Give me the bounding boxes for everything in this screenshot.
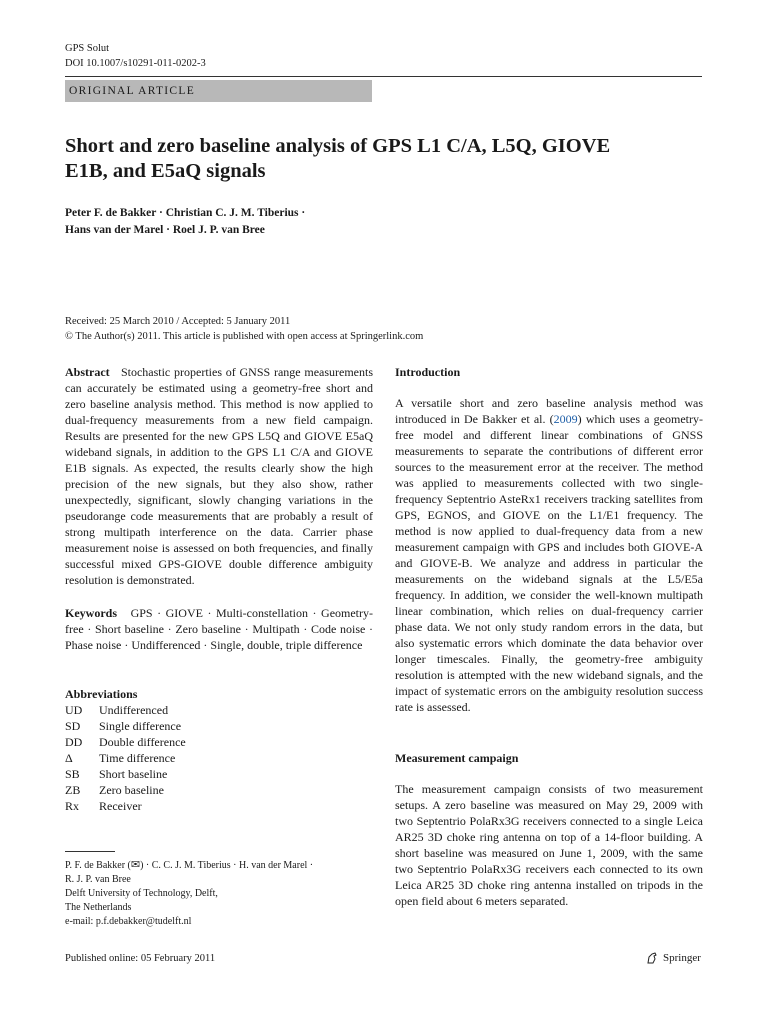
abbreviation-key: ZB — [65, 783, 81, 797]
keywords-label: Keywords — [65, 606, 117, 620]
article-type-banner: ORIGINAL ARTICLE — [65, 80, 372, 102]
keywords — [65, 605, 373, 653]
abbreviation-row — [65, 766, 186, 782]
title-line-2: E1B, and E5aQ signals — [65, 160, 266, 182]
abstract — [65, 364, 373, 588]
header-rule — [65, 76, 702, 77]
author-footnote — [65, 858, 375, 929]
abbreviation-key: SD — [65, 719, 81, 733]
abstract-label: Abstract — [65, 365, 110, 379]
paper-title — [65, 134, 705, 184]
abbreviation-meaning: Zero baseline — [99, 783, 164, 797]
abbreviation-row — [65, 734, 186, 750]
abbreviation-key: Δ — [65, 751, 73, 765]
footnote-authors: P. F. de Bakker (✉) · C. C. J. M. Tiberius · H. van der Marel · — [65, 859, 314, 871]
title-line-1: Short and zero baseline analysis of GPS L1 C/A, L5Q, GIOVE — [65, 135, 611, 157]
copyright-notice: © The Author(s) 2011. This article is published with open access at Springerlink.com — [65, 331, 424, 342]
citation-link[interactable]: 2009 — [553, 412, 578, 426]
keywords-text: GPS · GIOVE · Multi-constellation · Geometry-free · Short baseline · Zero baseline · Multipath · Code noise · Phase noise · Undifferenced · Single, double, triple difference — [65, 606, 374, 652]
abbreviation-meaning: Double difference — [99, 735, 186, 749]
abbreviations — [65, 686, 373, 814]
doi: DOI 10.1007/s10291-011-0202-3 — [65, 58, 206, 69]
affiliation-line-2: The Netherlands — [65, 902, 132, 913]
affiliation-line-1: Delft University of Technology, Delft, — [65, 888, 218, 899]
journal-header — [65, 41, 206, 71]
abstract-text: Stochastic properties of GNSS range measurements can accurately be estimated using a geometry-free short and zero baseline analysis method. This method is now applied to dual-frequency measurements from a new field campaign. Results are presented for the new GPS L5Q and GIOVE E5aQ wideband signals, in addition to the GPS L1 C/A and GIOVE E1B signals. As expected, the results clearly show the high precision of the new signals, but they also show, rather unexpectedly, significant, slowly changing variations in the pseudorange code measurements that are probably a result of strong multipath interference on the data. Carrier phase measurement noise is assessed on both frequencies, and finally successful mixed GPS-GIOVE double difference ambiguity resolution is demonstrated. — [65, 365, 373, 587]
springer-horse-icon — [645, 951, 659, 965]
abbreviations-heading: Abbreviations — [65, 687, 138, 701]
article-dates — [65, 314, 705, 344]
abbreviation-row — [65, 782, 186, 798]
abbreviation-row — [65, 798, 186, 814]
authors-line-1: Peter F. de Bakker · Christian C. J. M. Tiberius · — [65, 207, 306, 219]
email[interactable]: e-mail: p.f.debakker@tudelft.nl — [65, 916, 192, 927]
received-accepted: Received: 25 March 2010 / Accepted: 5 January 2011 — [65, 316, 291, 327]
abbreviation-meaning: Short baseline — [99, 767, 168, 781]
abbreviation-meaning: Time difference — [99, 751, 176, 765]
introduction-heading: Introduction — [395, 365, 461, 379]
measurement-campaign-text: The measurement campaign consists of two measurement setups. A zero baseline was measured on May 29, 2009 with two Septentrio PolaRx3G receivers connected to a single Leica AR25 3D choke ring antenna on top of a 14-floor building. A short baseline was measured on June 1, 2009, with the same two Septentrio PolaRx3G receivers each connected to its own Leica AR25 3D choke ring antenna installed on tripods in the open field about 6 meters separated. — [395, 782, 703, 908]
abbreviation-key: SB — [65, 767, 80, 781]
author-list — [65, 205, 705, 239]
abbreviation-key: DD — [65, 735, 83, 749]
introduction-text: A versatile short and zero baseline analysis method was introduced in De Bakker et al. (2009) which uses a geometry-free model and different linear combinations of GNSS measurements to separate the contributions of different error sources to the measurement error at the receiver. The method was applied to measurements collected with two single-frequency Septentrio AsteRx1 receivers tracking satellites from GPS, EGNOS, and GIOVE on the L1/E1 frequency. The method is now applied to dual-frequency data from a new measurement campaign with GPS and includes both GIOVE-A and GIOVE-B. We analyze and address in particular the measurements on the wideband signals at the L5/E5a frequency. In addition, we consider the well-known multipath linear combination, which relies on dual-frequency carrier phase data. We not only study random errors in the data, but also systematic errors which dominate the data behavior over longer timescales. Finally, the geometry-free ambiguity resolution is attempted with the new wideband signals, and the impact of systematic errors on the ambiguity resolution success rate is assessed. — [395, 396, 703, 714]
abbreviation-key: Rx — [65, 799, 80, 813]
measurement-campaign-heading: Measurement campaign — [395, 751, 519, 765]
footnote-rule — [65, 851, 115, 852]
abbreviation-key: UD — [65, 703, 83, 717]
abbreviation-meaning: Receiver — [99, 799, 142, 813]
abbreviation-row — [65, 702, 186, 718]
envelope-icon: ✉ — [130, 859, 141, 871]
abbreviations-table — [65, 702, 186, 814]
abbreviation-row — [65, 750, 186, 766]
published-online: Published online: 05 February 2011 — [65, 953, 216, 964]
publisher-logo — [645, 951, 701, 965]
abbreviation-meaning: Single difference — [99, 719, 182, 733]
footnote-authors-line-2: R. J. P. van Bree — [65, 874, 131, 885]
authors-line-2: Hans van der Marel · Roel J. P. van Bree — [65, 224, 265, 236]
abbreviation-row — [65, 718, 186, 734]
journal-name: GPS Solut — [65, 43, 110, 54]
abbreviation-meaning: Undifferenced — [99, 703, 169, 717]
publisher-name: Springer — [663, 952, 701, 964]
